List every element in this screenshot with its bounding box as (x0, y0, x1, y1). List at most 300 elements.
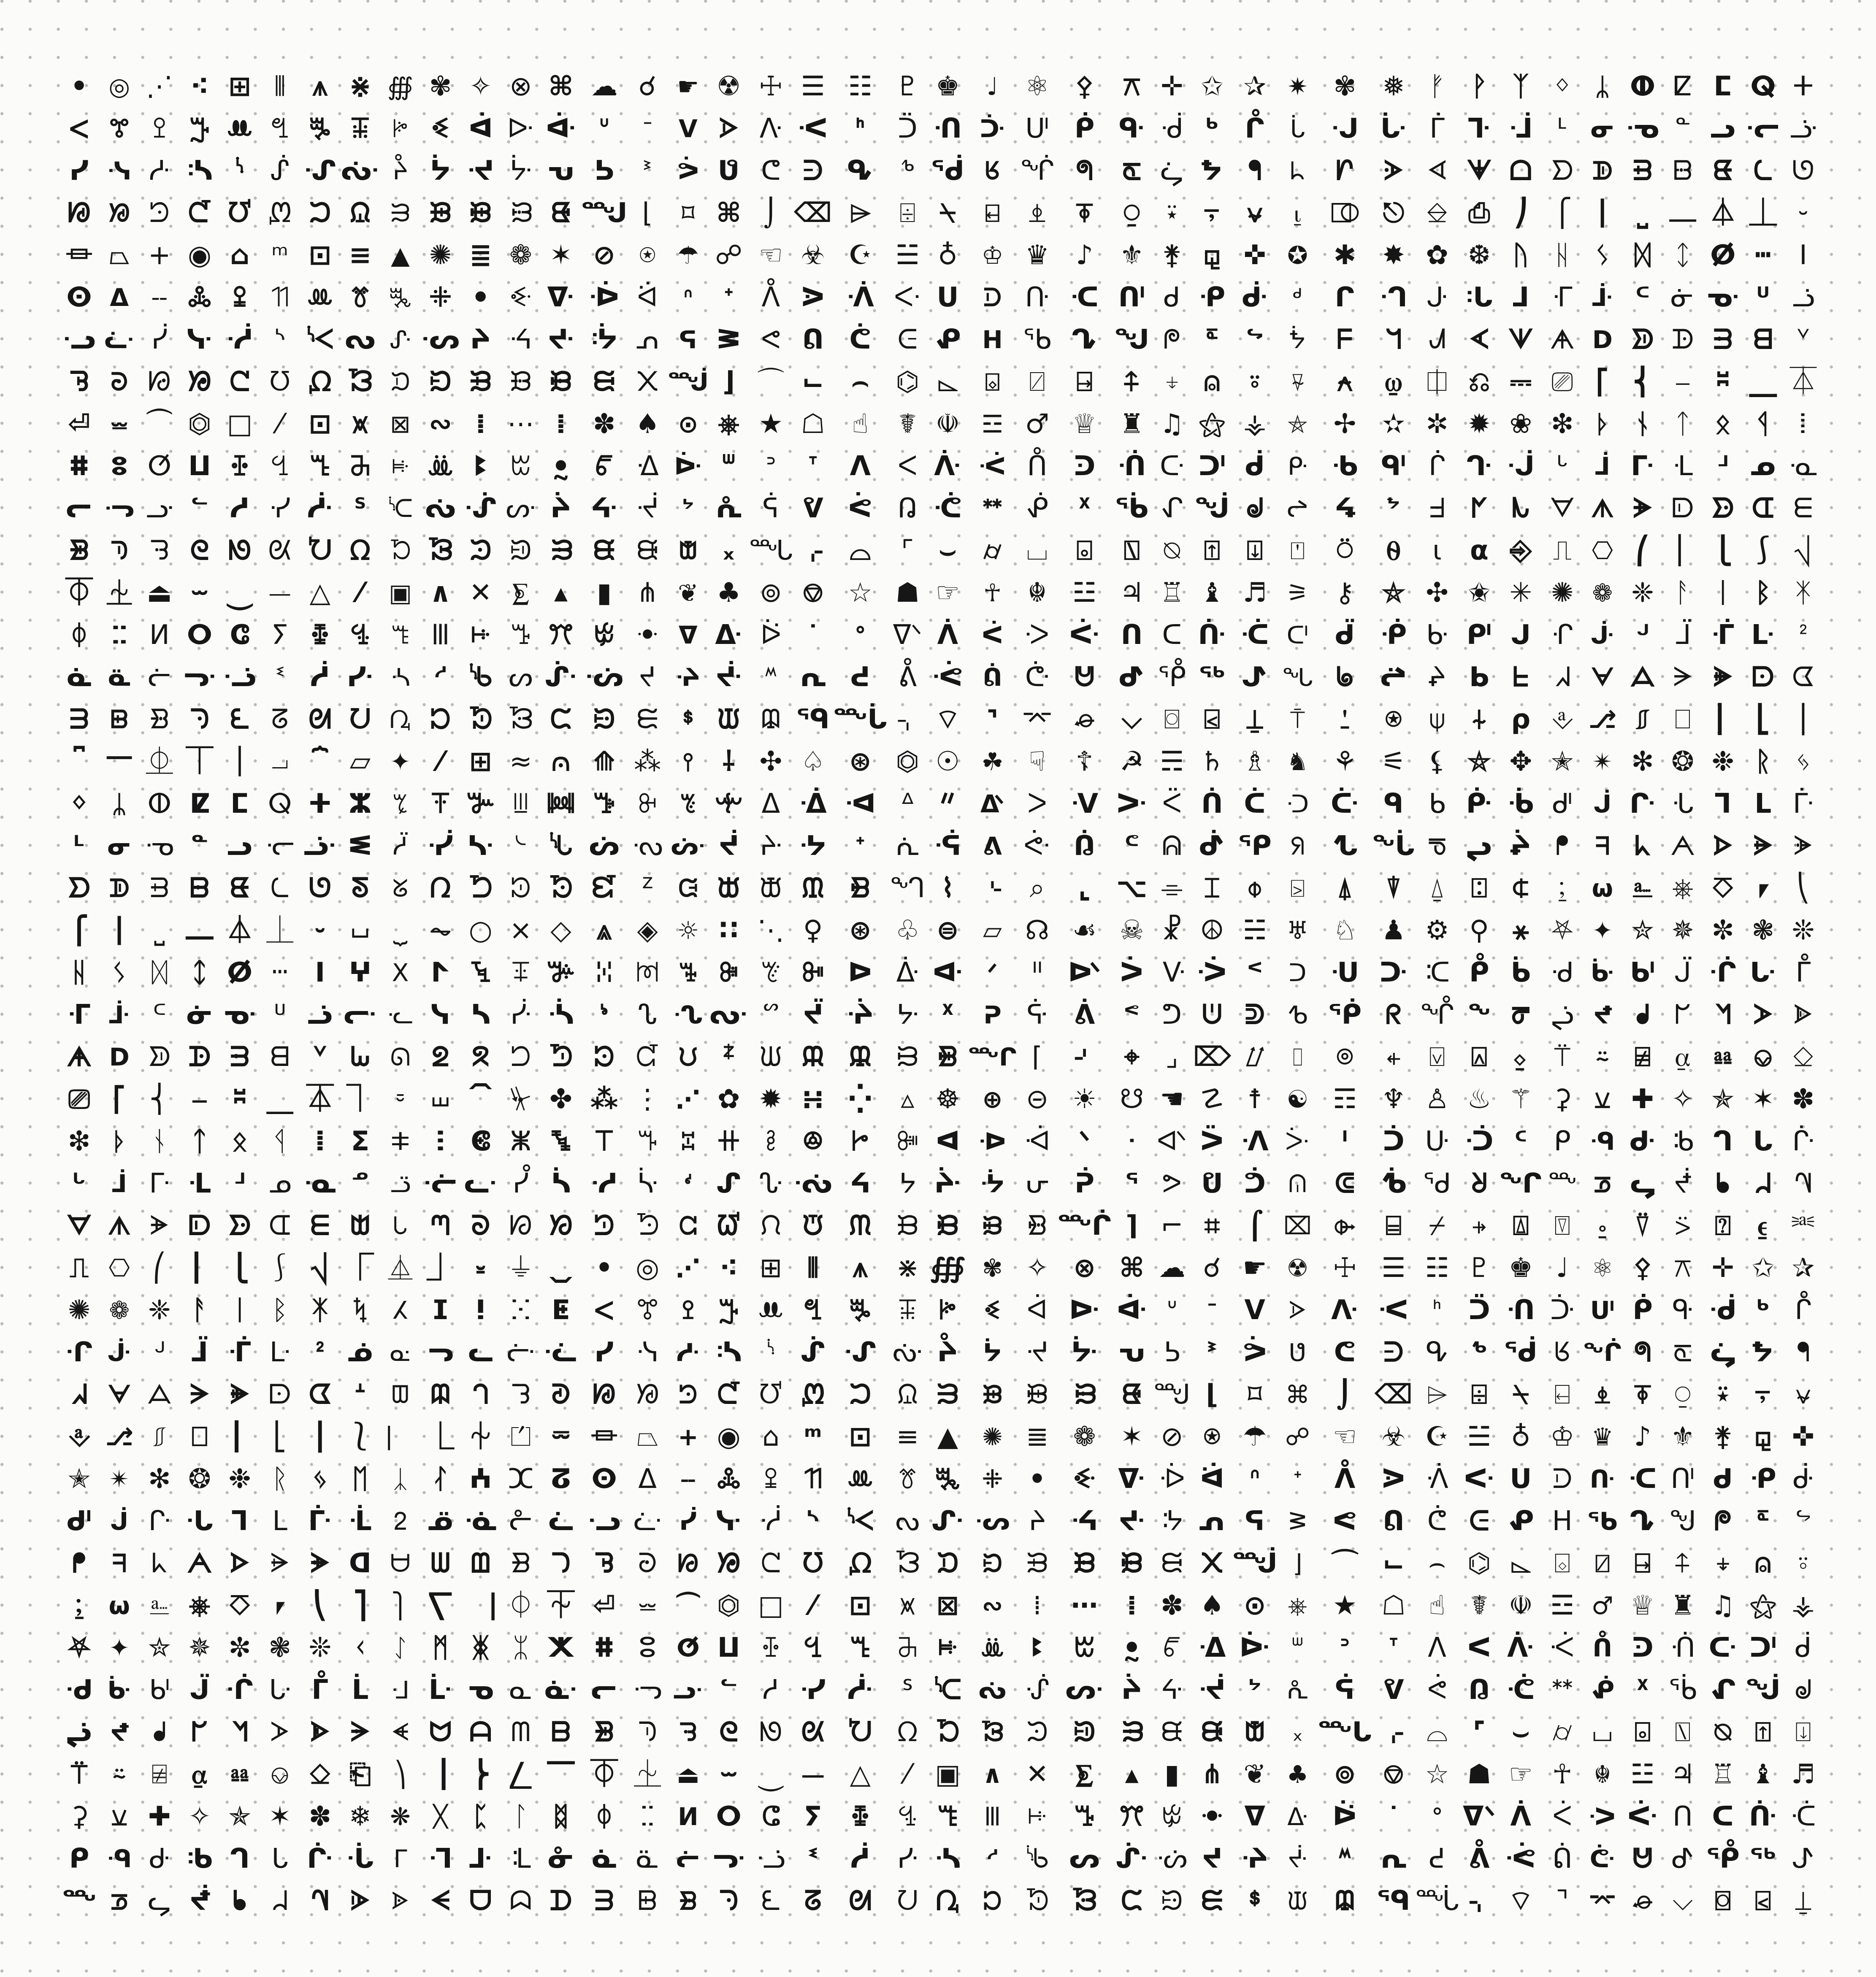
glyph-icon: ᙵ (1317, 1717, 1372, 1748)
glyph-icon: ᕠ (802, 324, 824, 355)
glyph-icon: ᒟ (1380, 113, 1407, 144)
glyph-icon: ⌧ (1283, 1212, 1312, 1240)
glyph-icon: ᙒ (551, 535, 571, 566)
glyph-icon: ᑎ (1121, 619, 1143, 651)
glyph-icon: ⊡ (849, 1590, 872, 1621)
glyph-icon: ✿ (717, 1084, 740, 1115)
glyph-icon: ⌜ (901, 535, 914, 566)
glyph-icon: ᔋ (766, 1337, 776, 1368)
glyph-icon: ᓐ (190, 830, 208, 862)
glyph-icon: ᘼ (895, 1548, 920, 1579)
glyph-icon: ᘈ (350, 1041, 370, 1073)
glyph-icon: ᒖ (226, 1674, 254, 1706)
glyph-icon: ⊡ (849, 1421, 872, 1452)
glyph-icon: ᐲ (1510, 1801, 1532, 1832)
glyph-icon: ⵒ (551, 1463, 571, 1495)
glyph-icon: ᑊ (1342, 1126, 1348, 1157)
glyph-icon: ᕡ (1468, 1674, 1490, 1706)
glyph-icon: ᐡ (598, 113, 610, 144)
glyph-icon: ᖖ (1548, 1168, 1577, 1199)
glyph-icon: ᓐ (1674, 113, 1691, 144)
glyph-icon: ᙶ (833, 704, 888, 735)
glyph-icon: ᑰ (1795, 1632, 1812, 1663)
glyph-icon: ⍳ (1432, 535, 1442, 566)
glyph-icon: ✭ (68, 1463, 91, 1495)
glyph-icon: ᓃ (186, 999, 213, 1030)
glyph-icon: ⍊ (1246, 704, 1263, 735)
glyph-icon: ᙐ (390, 199, 410, 227)
glyph-icon: ᓈ (591, 1843, 617, 1874)
glyph-icon: ᕧ (1427, 1506, 1447, 1537)
glyph-icon: ᗂ (1428, 324, 1446, 355)
glyph-icon: ᘧ (761, 1548, 781, 1579)
glyph-icon: ⵃ (393, 1296, 408, 1325)
glyph-icon: ᗨ (390, 1549, 411, 1578)
glyph-icon: ⊛ (849, 746, 872, 777)
glyph-icon: ⌕ (1029, 873, 1045, 904)
glyph-icon: ⏎ (68, 408, 91, 440)
glyph-icon: ᐿ (1507, 1632, 1535, 1663)
glyph-icon: ⍸ (1290, 199, 1305, 227)
glyph-icon: ○ (468, 915, 493, 946)
glyph-icon: ᓩ (104, 325, 135, 354)
glyph-icon: ⏛ (590, 1421, 618, 1452)
glyph-icon: ❃ (268, 1632, 291, 1663)
glyph-icon: ᗎ (391, 1887, 409, 1915)
glyph-icon: ᕁ (941, 999, 955, 1030)
glyph-icon: ᘴ (228, 197, 252, 229)
glyph-icon: ⏓ (476, 1252, 485, 1284)
glyph-icon: ꔗ (512, 788, 529, 819)
glyph-icon: ᖡ (1380, 662, 1407, 693)
glyph-icon: ᙧ (1245, 1717, 1265, 1748)
glyph-icon: ᙬ (1122, 1379, 1142, 1410)
glyph-icon: ꔥ (593, 788, 616, 819)
glyph-icon: ⵘ (510, 1295, 531, 1326)
glyph-icon: ⍌ (1429, 1041, 1446, 1073)
glyph-icon: ♄ (1200, 746, 1224, 777)
glyph-icon: ⏏ (146, 577, 173, 609)
glyph-icon: ⊚ (1333, 1759, 1356, 1790)
glyph-icon: ᓦ (387, 1001, 414, 1029)
glyph-icon: ❈ (1631, 577, 1654, 609)
glyph-icon: ⌒ (1331, 1548, 1359, 1579)
glyph-icon: ᒆ (1466, 619, 1492, 651)
glyph-icon: ᑧ (1590, 1296, 1615, 1325)
glyph-icon: ⍄ (1290, 874, 1305, 903)
glyph-icon: ☉ (935, 746, 960, 777)
glyph-icon: ꔟ (635, 957, 660, 988)
glyph-icon: ᕚ (847, 493, 873, 524)
glyph-icon: ᘀ (230, 873, 250, 904)
glyph-icon: ᐿ (934, 451, 961, 482)
glyph-icon: ⌈ (1032, 1041, 1042, 1073)
glyph-icon: ᔌ (306, 324, 334, 355)
glyph-icon: ⚵ (1162, 240, 1182, 271)
glyph-icon: ᑽ (1792, 1463, 1814, 1495)
glyph-icon: ∰ (930, 1252, 966, 1284)
glyph-icon: ᕙ (1332, 1506, 1358, 1537)
glyph-icon: ✹ (759, 1084, 782, 1115)
glyph-icon: ᗴ (1793, 493, 1813, 524)
glyph-icon: ⌘ (1285, 1380, 1310, 1409)
glyph-icon: ᔲ (760, 830, 782, 862)
glyph-icon: ❄ (349, 1801, 372, 1832)
glyph-icon: ⎫ (391, 1591, 410, 1620)
glyph-icon: ᘏ (390, 1043, 411, 1071)
glyph-icon: ᕅ (1286, 1676, 1309, 1704)
glyph-icon: ᑭ (1554, 1126, 1571, 1157)
glyph-icon: ⍃ (1204, 704, 1221, 735)
glyph-icon: ᘍ (761, 1885, 781, 1917)
glyph-icon: ᖘ (1163, 324, 1181, 355)
glyph-icon: ⎪ (310, 1421, 330, 1452)
glyph-icon: + (678, 1423, 698, 1451)
glyph-icon: ᓗ (1710, 113, 1735, 144)
glyph-icon: ⌓ (1426, 1717, 1448, 1748)
glyph-icon: ᙂ (849, 1379, 871, 1410)
glyph-icon: ⏍ (510, 1421, 531, 1452)
glyph-icon: ᗻ (350, 1210, 370, 1241)
glyph-icon: ∾ (982, 1591, 1003, 1620)
glyph-icon: ᑇ (1069, 619, 1100, 651)
glyph-icon: ᗟ (1671, 493, 1694, 524)
glyph-icon: ꔬ (637, 788, 658, 819)
glyph-icon: ᒈ (149, 1674, 170, 1706)
glyph-icon: ᓍ (464, 1506, 497, 1537)
glyph-icon: ᓱ (230, 493, 250, 524)
glyph-icon: ⌷ (1290, 1043, 1305, 1071)
glyph-icon: ᓒ (351, 1168, 369, 1199)
glyph-icon: ᘟ (108, 199, 130, 227)
glyph-icon: ᒣ (1714, 788, 1732, 819)
glyph-icon: ⩓ (596, 915, 612, 946)
glyph-icon: ᘁ (313, 1041, 327, 1073)
glyph-icon: ⁂ (590, 1084, 618, 1115)
glyph-icon: ᚦ (112, 1127, 127, 1156)
glyph-icon: ꔳ (679, 790, 696, 818)
glyph-icon: ᑺ (65, 1674, 93, 1706)
glyph-icon: ᖄ (1115, 493, 1149, 524)
glyph-icon: ∷ (719, 915, 738, 946)
glyph-icon: ⎣ (1756, 704, 1770, 735)
glyph-icon: ᖿ (1715, 999, 1731, 1030)
glyph-icon: ✰ (1792, 1252, 1815, 1284)
glyph-icon: ᘴ (759, 1379, 782, 1410)
glyph-icon: ⍱ (1795, 1379, 1811, 1410)
glyph-icon: ⁞ (475, 408, 486, 440)
glyph-icon: ♬ (1243, 577, 1267, 609)
glyph-grid (59, 65, 1823, 1922)
glyph-icon: ⌤ (1021, 704, 1053, 735)
glyph-icon: ⚺ (1594, 1085, 1611, 1114)
glyph-icon: ✩ (1751, 1252, 1775, 1284)
glyph-icon: ⌏ (1073, 1041, 1096, 1073)
glyph-icon: ᔩ (1121, 1674, 1142, 1706)
glyph-icon: ᗹ (1673, 155, 1693, 187)
glyph-icon: ᗠ (1751, 662, 1774, 693)
glyph-icon: ᕌ (1335, 1674, 1355, 1706)
glyph-icon: ꔈ (350, 619, 371, 651)
glyph-icon: ᑵ (1118, 113, 1145, 144)
glyph-icon: ꔊ (510, 957, 531, 988)
glyph-icon: ᓝ (182, 662, 217, 693)
glyph-icon: ✧ (1026, 1252, 1049, 1284)
glyph-icon: ᙉ (349, 197, 371, 229)
glyph-icon: ᕢ (982, 663, 1003, 692)
glyph-icon: ᓞ (1746, 113, 1781, 144)
glyph-icon: ᐔ (588, 282, 620, 313)
glyph-icon: ✽ (1792, 1084, 1815, 1115)
glyph-icon: ᒕ (1629, 788, 1656, 819)
glyph-icon: ᘫ (549, 1041, 573, 1073)
glyph-icon: ᙃ (937, 1548, 959, 1579)
glyph-icon: ☪ (848, 240, 872, 271)
glyph-icon: ❁ (509, 240, 532, 271)
glyph-icon: ⎖ (269, 1590, 291, 1621)
glyph-icon: ᘊ (511, 1379, 531, 1410)
glyph-icon: ☁ (590, 71, 618, 102)
glyph-icon: ᙮ (1292, 1718, 1303, 1747)
glyph-icon: ꔝ (470, 619, 491, 651)
glyph-icon: ᓤ (756, 1843, 785, 1874)
glyph-icon: ᘅ (638, 1717, 657, 1748)
glyph-icon: ⍗ (1795, 1717, 1811, 1748)
glyph-icon: ⋔ (636, 577, 659, 609)
glyph-icon: ᔞ (709, 999, 748, 1030)
glyph-icon: ᓭ (430, 999, 450, 1030)
glyph-icon: ᑽ (1241, 282, 1268, 313)
glyph-icon: ᔖ (589, 830, 620, 862)
glyph-icon: ⋰ (676, 1254, 701, 1282)
glyph-icon: ⚺ (111, 1802, 127, 1831)
glyph-icon: ᑜ (1198, 619, 1226, 651)
glyph-icon: ᖳ (1796, 1337, 1810, 1368)
glyph-icon: ⍶ (1674, 1041, 1691, 1073)
glyph-icon: ᖗ (1075, 155, 1094, 187)
glyph-icon: ᔷ (636, 493, 659, 524)
glyph-icon: ♆ (1381, 1084, 1406, 1115)
glyph-icon: ᑍ (1027, 451, 1047, 482)
glyph-icon: ᖞ (1673, 1337, 1692, 1368)
glyph-icon: ᒯ (149, 1168, 170, 1199)
glyph-icon: ᙄ (1026, 1717, 1048, 1748)
glyph-icon: ⎈ (1672, 873, 1694, 904)
glyph-icon: ᙓ (636, 704, 659, 735)
glyph-icon: ᖑ (1114, 324, 1150, 355)
glyph-icon: ᔵ (1026, 1337, 1049, 1368)
glyph-icon: ☼ (677, 916, 699, 945)
glyph-icon: ᓸ (269, 493, 291, 524)
glyph-icon: ᓇ (509, 1674, 533, 1706)
glyph-icon: ᗖ (1466, 155, 1492, 187)
glyph-icon: ᛊ (112, 958, 127, 987)
glyph-icon: ✼ (228, 1632, 251, 1663)
glyph-icon: ᚺ (71, 957, 87, 988)
glyph-icon: ᐵ (1200, 1126, 1224, 1157)
glyph-icon: ᕝ (1123, 999, 1140, 1030)
glyph-icon: ᓩ (633, 1506, 662, 1537)
glyph-icon: ♇ (1467, 1252, 1492, 1284)
glyph-icon: ⎚ (68, 1084, 90, 1115)
glyph-icon: ᔔ (425, 493, 456, 524)
glyph-icon: ᖎ (1420, 999, 1454, 1030)
glyph-icon: ⏐ (232, 746, 248, 777)
glyph-icon: ᖊ (1071, 324, 1098, 355)
glyph-icon: ✾ (982, 1254, 1003, 1282)
glyph-icon: ᓃ (1671, 282, 1695, 313)
glyph-icon: ⵎ (230, 788, 249, 819)
glyph-icon: ⍮ (71, 1590, 87, 1621)
glyph-icon: ⌋ (722, 366, 735, 398)
glyph-icon: ᐎ (1198, 1632, 1226, 1663)
glyph-icon: ⍵ (1592, 874, 1613, 903)
glyph-icon: ᓚ (468, 1337, 493, 1368)
glyph-icon: ⊗ (509, 71, 532, 102)
glyph-icon: ꔤ (510, 619, 531, 651)
glyph-icon: ᔕ (1069, 1843, 1100, 1874)
glyph-icon: ⎃ (1792, 1210, 1815, 1241)
glyph-icon: ꔡ (803, 1295, 823, 1326)
glyph-icon: ᐶ (1289, 1296, 1307, 1325)
glyph-icon: ⵎ (1714, 71, 1733, 102)
glyph-icon: ᓕ (65, 493, 93, 524)
glyph-icon: ᑻ (149, 1843, 170, 1874)
glyph-icon: ᓀ (467, 1674, 494, 1706)
glyph-icon: ✵ (1671, 915, 1694, 946)
glyph-icon: ⌺ (985, 368, 1000, 396)
glyph-icon: ᒕ (148, 1506, 171, 1537)
glyph-icon: ᛁ (231, 1295, 248, 1326)
glyph-icon: ᗯ (430, 1548, 450, 1579)
glyph-icon: ᑢ (1708, 1632, 1737, 1663)
glyph-icon: ⚝ (1750, 1590, 1776, 1621)
glyph-icon: ⊚ (759, 577, 782, 609)
glyph-icon: ⵤ (431, 957, 450, 988)
glyph-icon: ᗢ (429, 1717, 452, 1748)
glyph-icon: ⵄ (469, 1463, 492, 1495)
glyph-icon: ᒱ (308, 1506, 332, 1537)
glyph-icon: ꔞ (546, 788, 576, 819)
glyph-icon: ᐢ (1249, 1463, 1260, 1495)
glyph-icon: ᕙ (761, 324, 781, 355)
glyph-icon: ᗦ (1711, 493, 1734, 524)
glyph-icon: ᙌ (593, 704, 615, 735)
glyph-icon: ᔔ (978, 1676, 1007, 1704)
glyph-icon: ᒀ (1507, 788, 1534, 819)
glyph-icon: ᑰ (1245, 451, 1265, 482)
glyph-icon: ⍡ (71, 1759, 87, 1790)
glyph-icon: ꔇ (270, 451, 290, 482)
glyph-icon: • (70, 71, 88, 102)
glyph-icon: ᖪ (1593, 1001, 1612, 1029)
glyph-icon: ᑩ (1198, 451, 1226, 482)
glyph-icon: ✮ (1631, 915, 1654, 946)
glyph-icon: ⌫ (1374, 1379, 1413, 1410)
glyph-icon: ᘑ (551, 1379, 571, 1410)
glyph-icon: ▵ (901, 1084, 915, 1115)
glyph-icon: ᔧ (937, 1337, 958, 1368)
glyph-icon: ⌤ (1588, 1887, 1617, 1915)
glyph-icon: ⎷ (1794, 535, 1812, 566)
glyph-icon: ⌸ (1385, 1210, 1402, 1241)
glyph-icon: ⎒ (1426, 197, 1448, 229)
glyph-icon: ꔎ (850, 1632, 871, 1663)
glyph-icon: ꔪ (1031, 1632, 1044, 1663)
glyph-icon: ᗥ (1631, 324, 1654, 355)
glyph-icon: ᖾ (1635, 830, 1651, 862)
glyph-icon: ∧ (982, 1760, 1003, 1789)
glyph-icon: ⎵ (1637, 197, 1648, 229)
glyph-icon: ♇ (895, 71, 920, 102)
glyph-icon: ᗼ (430, 1379, 450, 1410)
glyph-icon: ᙮ (723, 535, 734, 566)
glyph-icon: ᑥ (1424, 957, 1450, 988)
glyph-icon: ⍑ (1290, 705, 1305, 734)
glyph-icon: ᙓ (1201, 1885, 1223, 1917)
glyph-icon: ᕰ (1632, 1843, 1653, 1874)
glyph-icon: ᕛ (931, 662, 964, 693)
glyph-icon: ✧ (188, 1801, 211, 1832)
glyph-icon: ᖥ (1710, 1337, 1735, 1368)
glyph-icon: ⵅ (548, 1632, 574, 1663)
glyph-icon: ᖜ (1511, 999, 1531, 1030)
glyph-icon: ꔡ (270, 113, 290, 144)
glyph-icon: ᒽ (234, 1168, 246, 1199)
glyph-icon: ⌦ (1193, 1041, 1232, 1073)
glyph-icon: ᓤ (223, 662, 257, 693)
glyph-icon: ᒻ (1557, 113, 1568, 144)
glyph-icon: ᑞ (1379, 957, 1408, 988)
glyph-icon: ᙦ (593, 366, 615, 398)
glyph-icon: ᒤ (311, 1674, 329, 1706)
glyph-icon: ᙫ (1027, 1210, 1047, 1241)
glyph-icon: ᗰ (511, 1717, 531, 1748)
glyph-icon: ▣ (389, 579, 412, 607)
glyph-icon: ᛁ (1715, 577, 1731, 609)
glyph-icon: ♀ (803, 915, 823, 946)
glyph-icon: ᖚ (1336, 662, 1354, 693)
glyph-icon: ᖙ (1246, 493, 1264, 524)
glyph-icon: ᘜ (392, 874, 409, 903)
glyph-icon: ᙞ (1026, 1379, 1048, 1410)
glyph-icon: ᐋ (1026, 1295, 1048, 1326)
glyph-icon: ᓣ (145, 493, 173, 524)
glyph-icon: ᘪ (469, 873, 493, 904)
glyph-icon: ⵉ (351, 1126, 370, 1157)
glyph-icon: ᒥ (393, 1844, 407, 1873)
glyph-icon: ꔍ (232, 282, 247, 313)
glyph-icon: ☳ (1630, 1759, 1655, 1790)
glyph-icon: ᒡ (72, 1168, 86, 1199)
glyph-icon: ᓹ (347, 662, 374, 693)
glyph-icon: ⍩ (1674, 1210, 1691, 1241)
glyph-icon: ☪ (1425, 1421, 1449, 1452)
glyph-icon: ⍈ (1076, 366, 1093, 398)
glyph-icon: ⎐ (309, 1759, 331, 1790)
glyph-icon: ᑔ (1631, 1632, 1654, 1663)
glyph-icon: ⎴ (73, 746, 85, 777)
glyph-icon: ᘷ (469, 704, 493, 735)
glyph-icon: ✩ (1201, 71, 1224, 102)
glyph-icon: ᐑ (896, 957, 919, 988)
glyph-icon: ᑒ (897, 113, 918, 144)
glyph-icon: ᙑ (1026, 1548, 1048, 1579)
glyph-icon: ᗆ (1753, 999, 1773, 1030)
glyph-icon: ᕾ (1706, 1843, 1740, 1874)
glyph-icon: ᒋ (1335, 282, 1355, 313)
glyph-icon: ❊ (1792, 915, 1815, 946)
